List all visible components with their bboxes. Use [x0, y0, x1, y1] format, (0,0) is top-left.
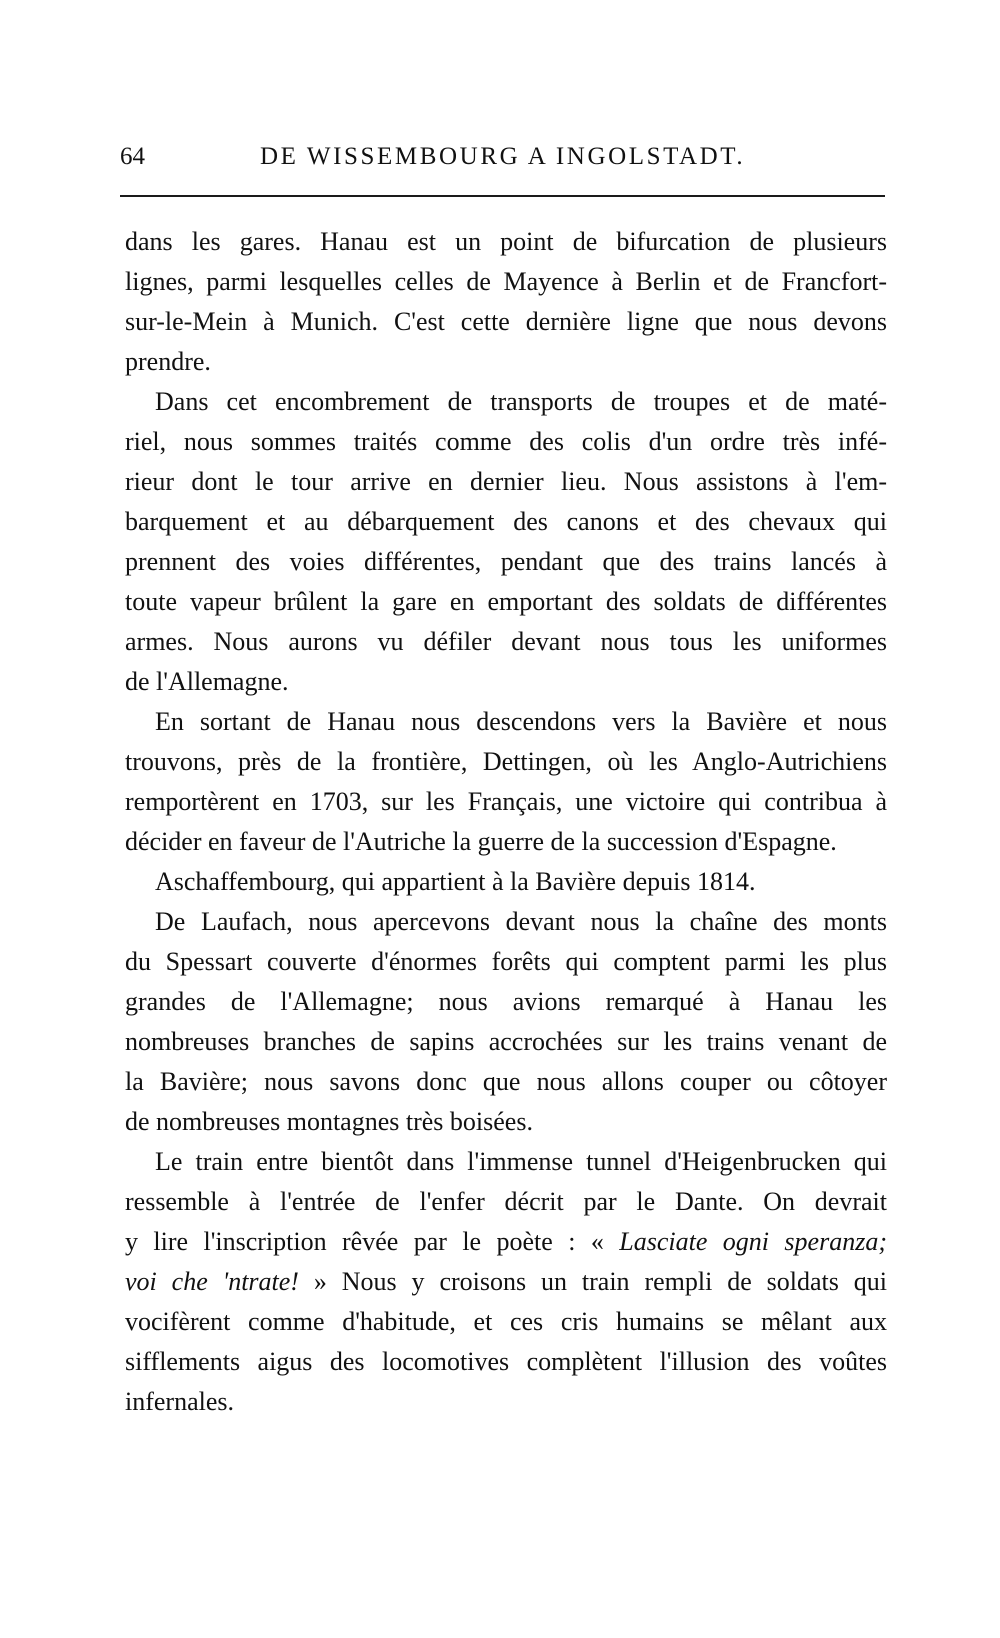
text-line: sifflements aigus des locomotives complètent l'illusion des voûtes	[125, 1347, 887, 1376]
text-line: ressemble à l'entrée de l'enfer décrit par le Dante. On devrait	[125, 1187, 887, 1216]
text-line: vocifèrent comme d'habitude, et ces cris humains se mêlant aux	[125, 1307, 887, 1336]
text-line: prennent des voies différentes, pendant que des trains lancés à	[125, 547, 887, 576]
text-run: y lire l'inscription rêvée par le poète : «	[125, 1227, 620, 1256]
text-line: la Bavière; nous savons donc que nous allons couper ou côtoyer	[125, 1067, 887, 1096]
text-line: trouvons, près de la frontière, Dettingen, où les Anglo-Autrichiens	[125, 747, 887, 776]
text-line: décider en faveur de l'Autriche la guerre de la succession d'Espagne.	[125, 827, 837, 856]
running-title: DE WISSEMBOURG A INGOLSTADT.	[260, 143, 746, 170]
italic-quote: voi che 'ntrate!	[125, 1267, 299, 1296]
running-head	[120, 139, 885, 175]
text-line: Dans cet encombrement de transports de troupes et de maté-	[155, 387, 887, 416]
text-line: remportèrent en 1703, sur les Français, une victoire qui contribua à	[125, 787, 887, 816]
text-line: armes. Nous aurons vu défiler devant nous tous les uniformes	[125, 627, 887, 656]
text-line: du Spessart couverte d'énormes forêts qui comptent parmi les plus	[125, 947, 887, 976]
text-line: rieur dont le tour arrive en dernier lieu. Nous assistons à l'em-	[125, 467, 887, 496]
text-line: Le train entre bientôt dans l'immense tunnel d'Heigenbrucken qui	[155, 1147, 887, 1176]
body-text	[125, 222, 887, 1422]
text-line: de l'Allemagne.	[125, 667, 289, 696]
text-line: riel, nous sommes traités comme des colis d'un ordre très infé-	[125, 427, 887, 456]
text-line: De Laufach, nous apercevons devant nous la chaîne des monts	[155, 907, 887, 936]
text-line: dans les gares. Hanau est un point de bifurcation de plusieurs	[125, 227, 887, 256]
text-line	[125, 1222, 887, 1262]
text-line: En sortant de Hanau nous descendons vers la Bavière et nous	[155, 707, 887, 736]
text-line: barquement et au débarquement des canons et des chevaux qui	[125, 507, 887, 536]
text-line: toute vapeur brûlent la gare en emportant des soldats de différentes	[125, 587, 887, 616]
text-line: Aschaffembourg, qui appartient à la Bavière depuis 1814.	[155, 867, 756, 896]
text-run: » Nous y croisons un train rempli de soldats qui	[298, 1267, 887, 1296]
text-line	[125, 1262, 887, 1302]
text-line: nombreuses branches de sapins accrochées sur les trains venant de	[125, 1027, 887, 1056]
text-line: sur-le-Mein à Munich. C'est cette dernière ligne que nous devons	[125, 307, 887, 336]
text-line: de nombreuses montagnes très boisées.	[125, 1107, 533, 1136]
italic-quote: Lasciate ogni speranza;	[619, 1227, 887, 1256]
page-number: 64	[120, 143, 145, 170]
header-rule	[120, 195, 885, 197]
text-line: infernales.	[125, 1387, 235, 1416]
text-line: lignes, parmi lesquelles celles de Mayence à Berlin et de Francfort-	[125, 267, 887, 296]
text-line: grandes de l'Allemagne; nous avions remarqué à Hanau les	[125, 987, 887, 1016]
text-line: prendre.	[125, 347, 211, 376]
